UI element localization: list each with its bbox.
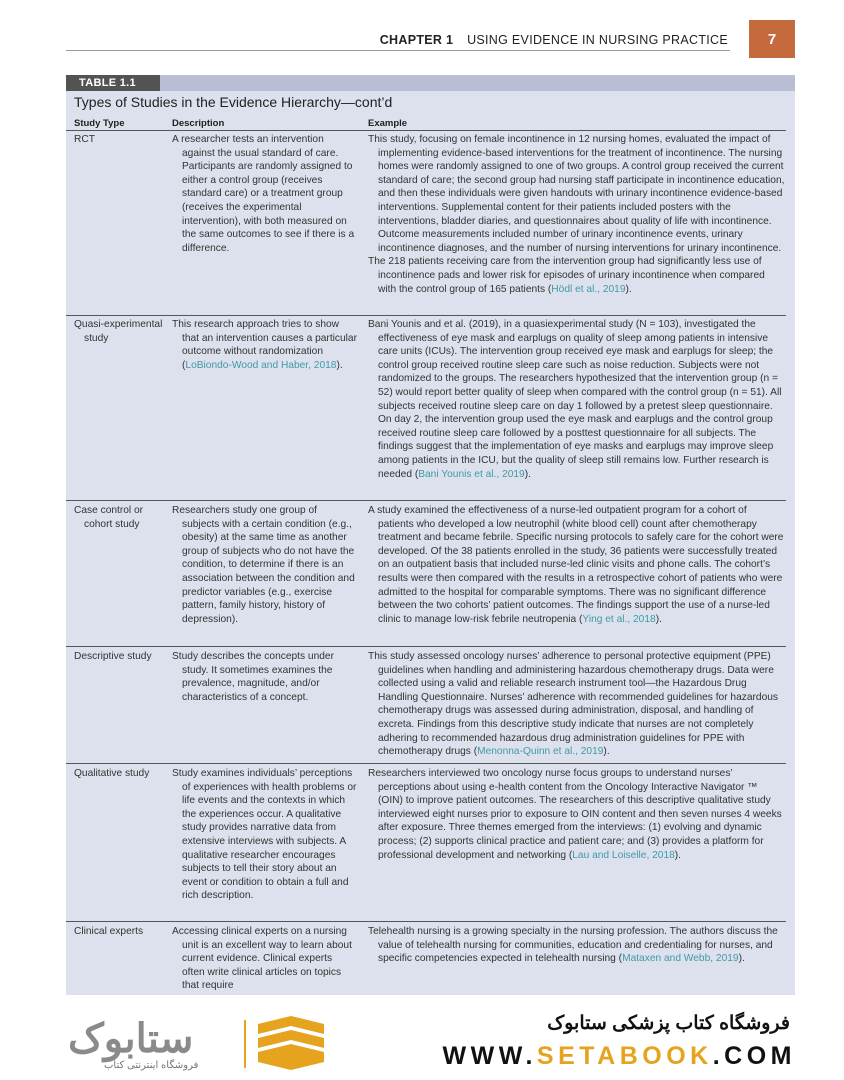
row-rct-example xyxy=(368,133,785,296)
cell-text-part: Telehealth nursing is a growing specialty in the nursing profession. The authors discuss the value of telehealth nursing for communities, education and credentialing for nurses, and specific competencies expected in telehealth nursing ( xyxy=(368,926,778,965)
row-clinical-experts-example xyxy=(368,925,785,966)
cell-text-part: A study examined the effectiveness of a nurse-led outpatient program for a cohort of patients who developed a low neutrophil (white blood cell) count after chemotherapy treatment and became febrile. Specific nursing protocols to safely care for the cohort were developed. Of the 38 patients enrolled in the study, 36 patients were successfully treated on an outpatient basis that included nurse-led clinic visits and phone calls. The cohort’s results were then compared with the results in a retrospective cohort of patients who were admitted to the hospital for comparable symptoms. There was no significant difference between the two cohorts’ patient outcomes. The findings support the use of a nurse-led clinic to manage low-risk febrile neutropenia ( xyxy=(368,505,784,625)
row-case-control-example xyxy=(368,504,785,626)
cell-text xyxy=(368,255,785,296)
cell-text xyxy=(368,925,785,966)
cell-text-part: The 218 patients receiving care from the intervention group had significantly less use of incontinence pads and lower risk for episodes of urinary incontinence when compared with the control group of 165 patients ( xyxy=(368,256,765,295)
cell-text: RCT xyxy=(74,134,95,145)
citation-link[interactable]: Hödl et al., 2019 xyxy=(551,283,626,295)
column-header-example: Example xyxy=(368,118,408,129)
cell-text: This study, focusing on female incontinence in 12 nursing homes, evaluated the impact of implementing evidence-based interventions for the treatment of incontinence. The nursing homes were randomly assigned to one of two groups. A control group received the current standard of care; the second group had nursing staff participate in incontinence education, and then these individuals were given handouts with urinary incontinence evidence-based interventions. Supplemental content for their patients included posters with the interventions, bladder diaries, and questionnaires about quality of life with incontinence. Outcome measurements included number of urinary incontinence events, urinary incontinence diagnoses, and the number of nursing interventions for urinary incontinence. xyxy=(368,134,785,254)
row-rct-description xyxy=(172,133,357,255)
cell-text-part: This research approach tries to show that an intervention causes a particular outcome without randomization ( xyxy=(172,319,357,371)
cell-text: Study describes the concepts under study. It sometimes examines the prevalence, magnitude, and/or characteristics of a concept. xyxy=(172,651,334,703)
cell-text: Study examines individuals’ perceptions of experiences with health problems or life events and the contexts in which the experiences occur. A qualitative study provides narrative data from extensive interviews with subjects. A qualitative researcher encourages subjects to tell their story about an event or condition to obtain a full and rich description. xyxy=(172,768,357,902)
table-label: TABLE 1.1 xyxy=(66,75,160,91)
cell-text-part: ). xyxy=(655,613,662,625)
logo-divider xyxy=(244,1020,246,1068)
row-divider xyxy=(66,315,786,316)
citation-link[interactable]: Ying et al., 2018 xyxy=(582,613,656,625)
url-brand: SETABOOK xyxy=(536,1042,713,1070)
row-divider xyxy=(66,646,786,647)
cell-text: Qualitative study xyxy=(74,768,150,779)
url-part: WWW. xyxy=(442,1042,537,1070)
row-descriptive-description xyxy=(172,650,357,704)
store-logo-wordmark: ستابوک xyxy=(68,1017,194,1061)
row-quasi-type xyxy=(74,318,166,345)
row-rct-type xyxy=(74,133,166,147)
citation-link[interactable]: LoBiondo-Wood and Haber, 2018 xyxy=(185,359,337,371)
cell-text-part: This study assessed oncology nurses’ adherence to personal protective equipment (PPE) guidelines when handling and administering hazardous chemotherapy drugs. Data were collected using a valid and reliable research instrument tool—the Hazardous Drug Handling Questionnaire. Nurses’ adherence with recommended guidelines for hazardous chemotherapy drugs was assessed during administration, disposal, and handling of excreta. Findings from this descriptive study indicate that nurses are not completely adhering to recommended hazardous drug administration guidelines for PPE with chemotherapy drugs ( xyxy=(368,651,778,758)
citation-link[interactable]: Menonna-Quinn et al., 2019 xyxy=(477,746,604,758)
cell-text: Researchers study one group of subjects with a certain condition (e.g., obesity) at the same time as another group of subjects who do not have the condition, to determine if there is an association between the condition and predictor variables (e.g., exercise pattern, family history, history of depression). xyxy=(172,505,355,625)
cell-text-part: Researchers interviewed two oncology nurse focus groups to understand nurses’ perceptions about using e-health content from the Oncology Interactive Navigator ™ (OIN) to improve patient outcomes. The researchers of this descriptive qualitative study interviewed eight nurses prior to exposure to OIN content and then seven nurses 4 weeks after exposure. Three themes emerged from the interviews: (1) evolving and dynamic process; (2) supports clinical practice and patient care; and (3) provides a platform for professional development and networking ( xyxy=(368,768,782,861)
header-rule-bottom xyxy=(66,130,786,131)
citation-link[interactable]: Bani Younis et al., 2019 xyxy=(418,468,525,480)
store-url[interactable] xyxy=(443,1042,796,1071)
row-qualitative-description xyxy=(172,767,357,903)
cell-text-part: Bani Younis and et al. (2019), in a quasiexperimental study (N = 103), investigated the effectiveness of eye mask and earplugs on quality of sleep among patients in intensive care units (ICUs). The intervention group received eye mask and earplugs for sleep; the control group received routine sleep care such as noise reduction. Subjects were not randomized to the groups. The researchers hypothesized that the intervention group (n = 52) would report better quality of sleep when compared with the control group (n = 51). All subjects received routine sleep care on day 1 followed by a pretest sleep questionnaire. On day 2, the intervention group used the eye mask and earplugs and the control group received routine sleep care followed by a posttest questionnaire for all subjects. The findings suggest that the implementation of eye masks and earplugs may improve sleep among patients in the ICU, but the quality of sleep still remains low. Further research is needed ( xyxy=(368,319,782,480)
url-part: .COM xyxy=(712,1042,796,1070)
cell-text xyxy=(368,318,785,481)
cell-text-part: ). xyxy=(738,953,745,965)
row-quasi-example xyxy=(368,318,785,481)
row-clinical-experts-description xyxy=(172,925,357,993)
row-qualitative-example xyxy=(368,767,785,862)
page-number: 7 xyxy=(749,20,795,58)
store-logo-subtitle: فروشگاه اینترنتی کتاب xyxy=(104,1060,199,1071)
cell-text: Descriptive study xyxy=(74,651,152,662)
row-divider xyxy=(66,921,786,922)
cell-text xyxy=(368,504,785,626)
row-divider xyxy=(66,500,786,501)
running-header xyxy=(380,33,728,47)
cell-text xyxy=(368,650,785,759)
cell-text: Clinical experts xyxy=(74,926,144,937)
cell-text: Quasi-experimental study xyxy=(74,319,163,344)
cell-text: A researcher tests an intervention against the usual standard of care. Participants are randomly assigned to either a control group (receives standard care) or a treatment group (receives the experimental intervention), with both measured on the same outcomes to see if there is a difference. xyxy=(172,134,355,254)
row-qualitative-type xyxy=(74,767,166,781)
cell-text-part: ). xyxy=(603,746,610,758)
store-name: فروشگاه کتاب پزشکی ستابوک xyxy=(547,1013,790,1034)
cell-text: Accessing clinical experts on a nursing unit is an excellent way to learn about current evidence. Clinical experts often write clinical articles on topics that require xyxy=(172,926,352,992)
row-quasi-description xyxy=(172,318,357,372)
citation-link[interactable]: Lau and Loiselle, 2018 xyxy=(572,849,675,861)
cell-text xyxy=(368,767,785,862)
chevron-layers-icon xyxy=(254,1016,328,1070)
row-case-control-type xyxy=(74,504,166,531)
row-clinical-experts-type xyxy=(74,925,166,939)
cell-text-part: ). xyxy=(336,359,343,371)
citation-link[interactable]: Mataxen and Webb, 2019 xyxy=(622,953,739,965)
header-rule xyxy=(66,50,730,51)
row-divider xyxy=(66,763,786,764)
row-descriptive-example xyxy=(368,650,785,759)
table-title: Types of Studies in the Evidence Hierarchy—cont’d xyxy=(74,94,393,110)
row-descriptive-type xyxy=(74,650,166,664)
cell-text-part: ). xyxy=(524,468,531,480)
cell-text xyxy=(172,318,357,372)
column-header-study-type: Study Type xyxy=(74,118,125,129)
cell-text-part: ). xyxy=(674,849,682,861)
column-header-description: Description xyxy=(172,118,225,129)
table-label-bar xyxy=(160,75,795,91)
cell-text-part: ). xyxy=(625,283,632,295)
cell-text: Case control or cohort study xyxy=(74,505,144,530)
chapter-label: CHAPTER 1 xyxy=(379,33,454,47)
chapter-title: USING EVIDENCE IN NURSING PRACTICE xyxy=(467,33,728,47)
row-case-control-description xyxy=(172,504,357,626)
